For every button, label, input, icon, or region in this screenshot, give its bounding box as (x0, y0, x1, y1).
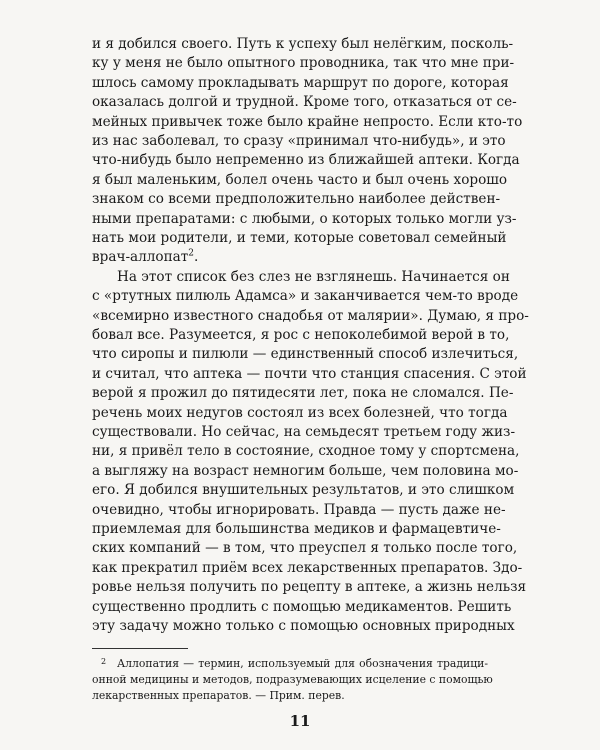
text-line: что сиропы и пилюли — единственный способ излечиться, (92, 346, 519, 363)
text-line: ровье нельзя получить по рецепту в аптеке, а жизнь нельзя (92, 579, 527, 596)
text-line: нать мои родители, и теми, которые советовал семейный (92, 230, 507, 246)
footnote-line: лекарственных препаратов. — Прим. перев. (92, 689, 345, 703)
text-line: бовал все. Разумеется, я рос с непоколебимой верой в то, (92, 327, 510, 343)
text-line: ными препаратами: с любыми, о которых только могли уз- (92, 210, 517, 227)
text-line: На этот список без слез не взглянешь. Начинается он (117, 268, 510, 285)
footnote-line: онной медицины и методов, подразумевающих исцеление с помощью (92, 673, 493, 687)
text-line: речень моих недугов состоял из всех болезней, что тогда (92, 404, 508, 421)
text-line: из нас заболевал, то сразу «принимал что-нибудь», и это (92, 133, 506, 149)
text-line: мейных привычек тоже было крайне непросто. Если кто-то (92, 113, 523, 130)
text-line: как прекратил приём всех лекарственных препаратов. Здо- (92, 559, 523, 576)
footnote-marker: 2 (101, 657, 107, 667)
text-line: ни, я привёл тело в состояние, сходное тому у спортсмена, (92, 443, 520, 460)
text-line-content: врач-аллопат (92, 249, 189, 266)
text-line: существенно продлить с помощью медикаментов. Решить (92, 598, 512, 615)
text-line: шлось самому прокладывать маршрут по дороге, которая (92, 74, 509, 91)
text-line: его. Я добился внушительных результатов, и это слишком (92, 482, 515, 499)
page-number: 11 (289, 712, 311, 731)
footnote-reference-suffix: . (194, 249, 199, 266)
text-line (92, 248, 488, 267)
text-line: существовали. Но сейчас, на семьдесят третьем году жиз- (92, 424, 516, 440)
text-line: что-нибудь было непременно из ближайшей аптеки. Когда (92, 152, 520, 169)
text-line: и считал, что аптека — почти что станция спасения. С этой (92, 365, 527, 382)
text-line: ских компаний — в том, что преуспел я только после того, (92, 540, 518, 557)
footnote-divider (92, 648, 188, 649)
text-line: а выгляжу на возраст немногим больше, чем половина мо- (92, 462, 519, 479)
text-line: эту задачу можно только с помощью основных природных (92, 618, 515, 634)
text-line: оказалась долгой и трудной. Кроме того, отказаться от се- (92, 94, 517, 111)
text-line: верой я прожил до пятидесяти лет, пока не сломался. Пе- (92, 385, 514, 402)
footnote-reference: 2 (188, 248, 195, 259)
text-line: знаком со всеми предположительно наиболее действен- (92, 191, 501, 208)
text-line: приемлемая для большинства медиков и фармацевтиче- (92, 521, 501, 537)
text-line: очевидно, чтобы игнорировать. Правда — пусть даже не- (92, 501, 506, 518)
text-line: и я добился своего. Путь к успеху был нелёгким, посколь- (92, 36, 514, 52)
text-line: с «ртутных пилюль Адамса» и заканчивается чем-то вроде (92, 288, 519, 305)
text-line: я был маленьким, болел очень часто и был очень хорошо (92, 171, 508, 188)
text-line: ку у меня не было опытного проводника, так что мне при- (92, 55, 515, 72)
text-line: «всемирно известного снадобья от малярии». Думаю, я про- (92, 307, 529, 324)
footnote-line: Аллопатия — термин, используемый для обозначения традици- (117, 657, 488, 671)
